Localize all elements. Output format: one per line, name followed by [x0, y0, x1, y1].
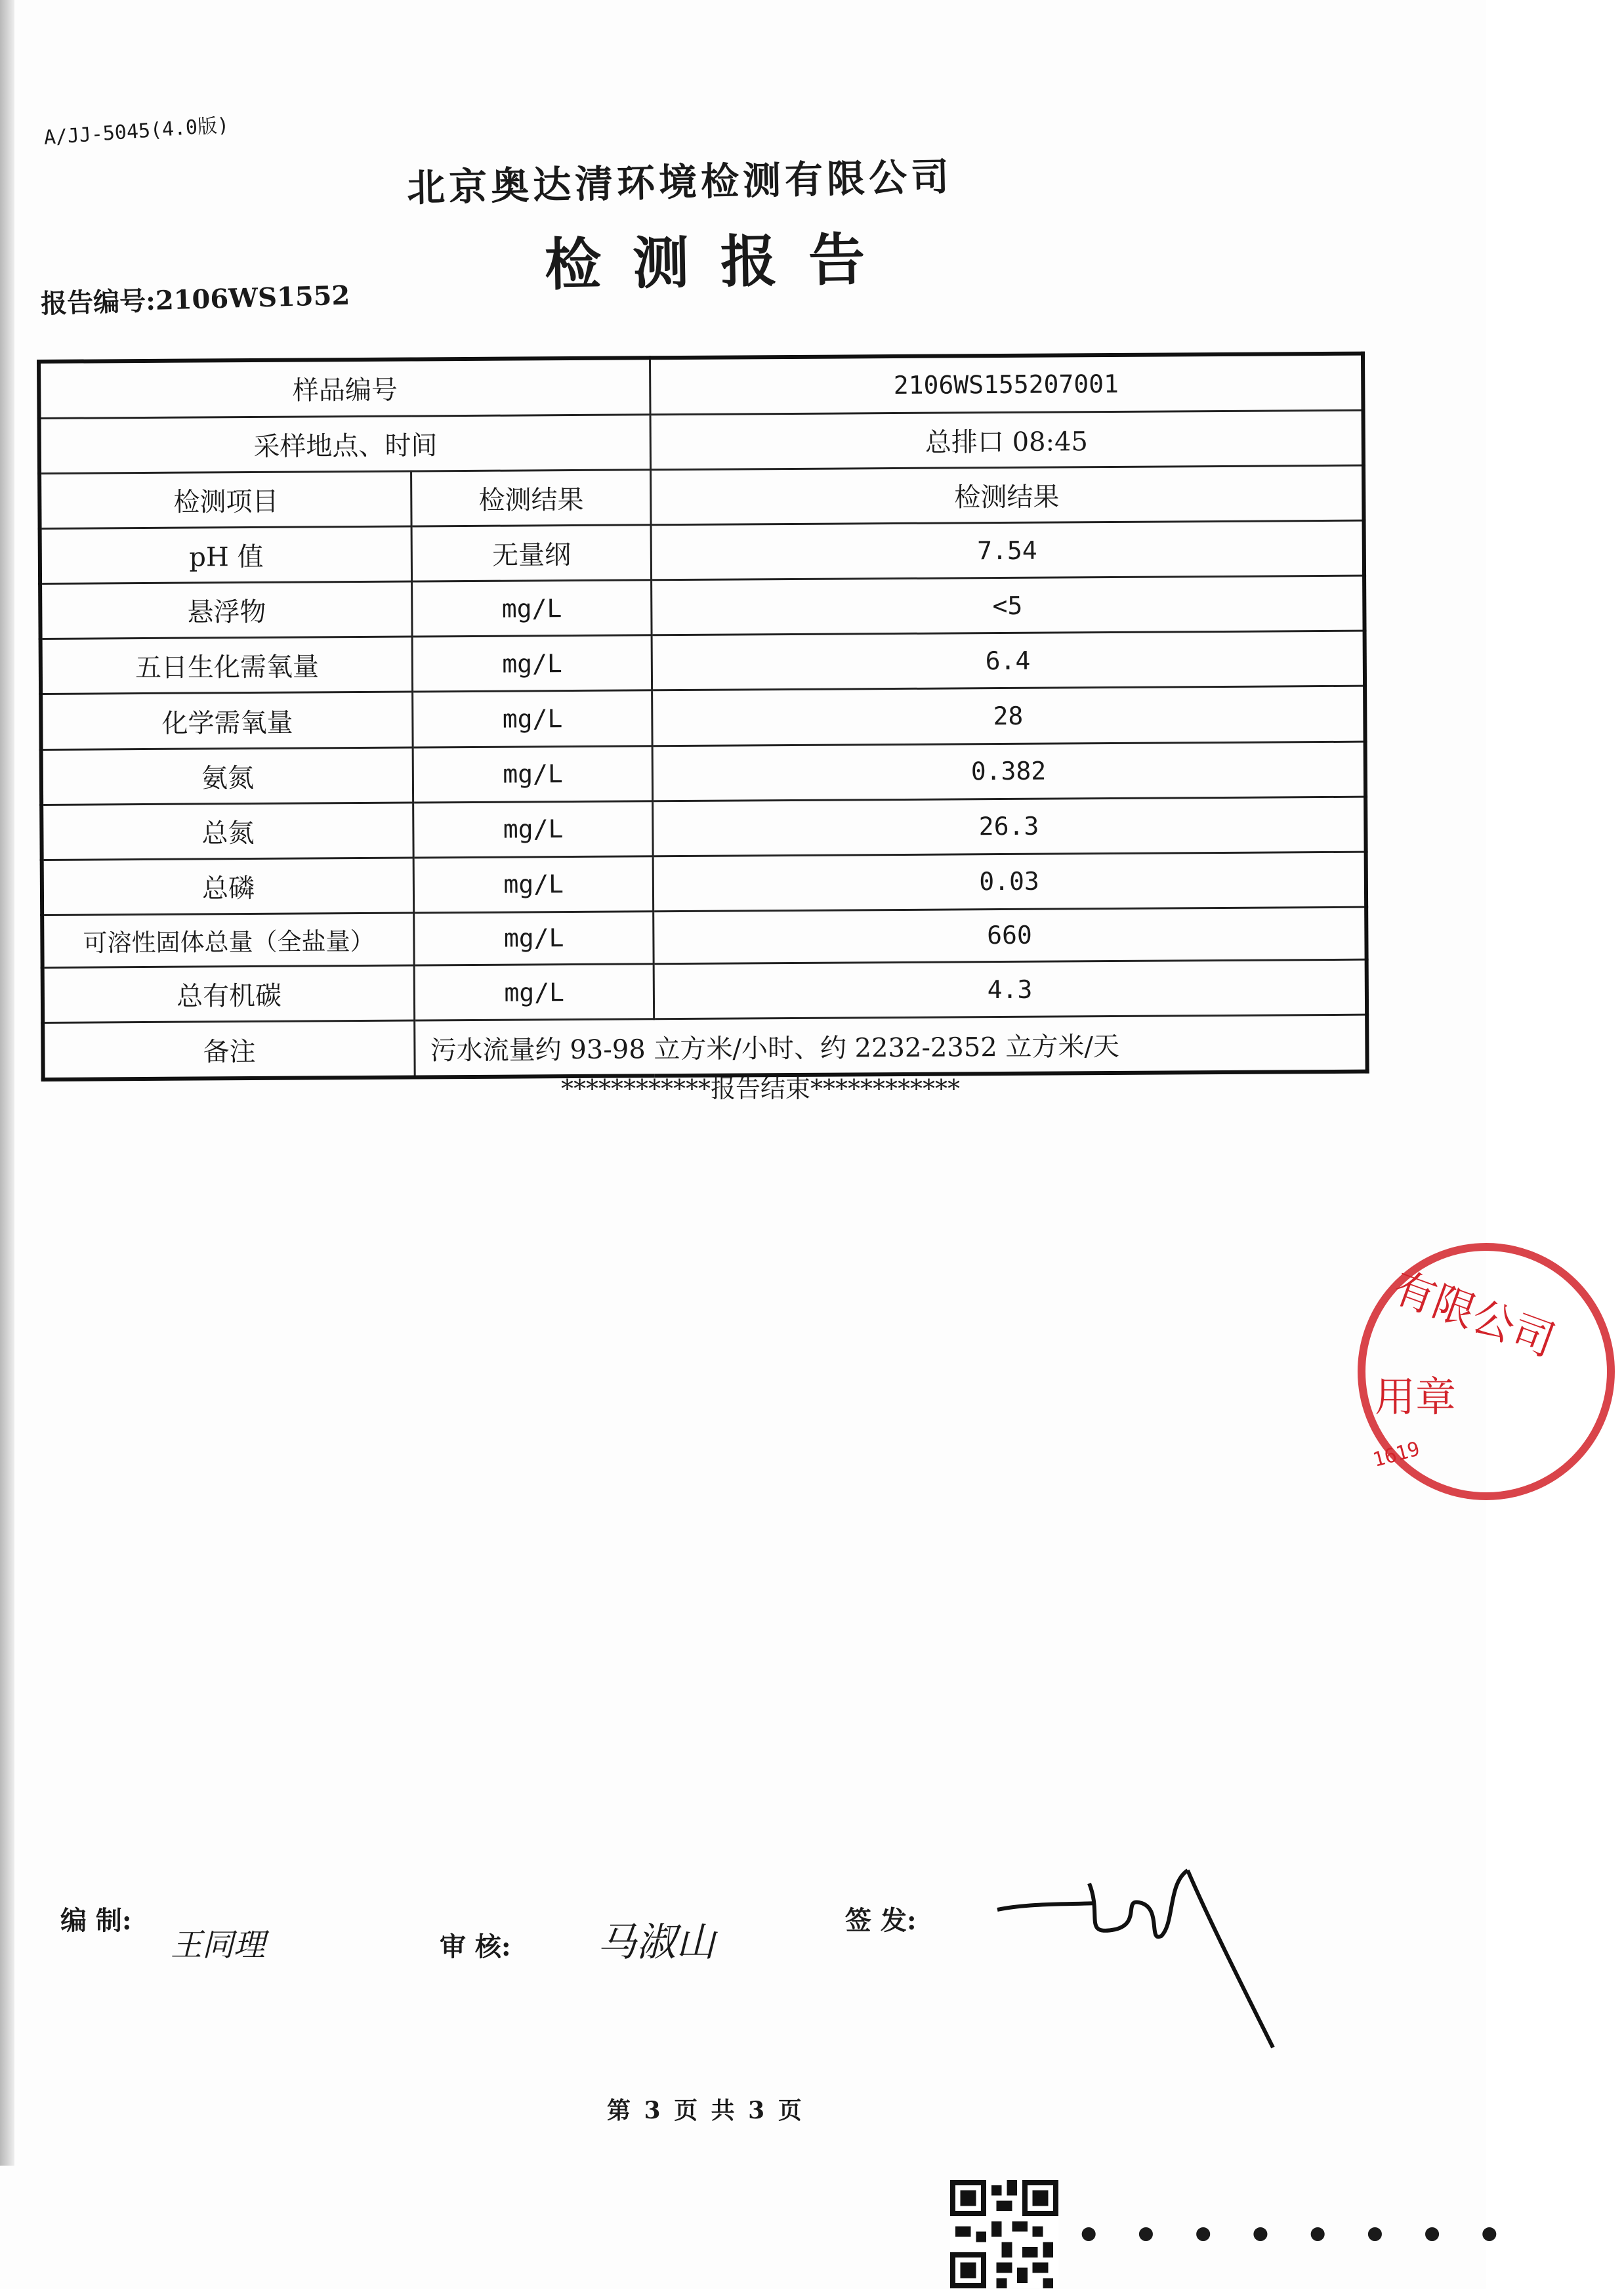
test-unit: mg/L	[413, 690, 653, 747]
test-result: 7.54	[651, 520, 1364, 580]
test-unit: mg/L	[413, 801, 654, 858]
test-item: 总有机碳	[43, 965, 415, 1023]
company-seal-stamp	[1348, 1234, 1624, 1509]
test-item: pH 值	[40, 526, 412, 584]
test-item: 化学需氧量	[41, 692, 413, 749]
remark-label: 备注	[43, 1020, 415, 1080]
test-item: 可溶性固体总量（全盐量）	[42, 913, 414, 967]
test-unit: mg/L	[413, 856, 654, 913]
test-item: 五日生化需氧量	[41, 637, 413, 694]
remark-value: 污水流量约 93-98 立方米/小时、约 2232-2352 立方米/天	[415, 1015, 1367, 1077]
table-row	[43, 959, 1367, 1022]
test-result: 26.3	[653, 797, 1366, 856]
seal-code: 1619	[1370, 1437, 1423, 1472]
table-row	[41, 686, 1365, 749]
sample-number-row	[39, 354, 1363, 419]
test-result: 0.382	[652, 742, 1365, 801]
test-item: 总磷	[42, 858, 414, 915]
report-number: 报告编号:2106WS1552	[40, 280, 350, 320]
seal-subtext: 用章	[1375, 1373, 1457, 1421]
location-time-row	[39, 410, 1364, 473]
end-of-report-line: ************报告结束************	[561, 1074, 961, 1103]
issued-by-handwritten-signature	[991, 1857, 1293, 2054]
test-result: 660	[654, 907, 1367, 964]
table-row	[41, 631, 1365, 694]
test-result: <5	[652, 576, 1365, 635]
test-unit: mg/L	[412, 635, 652, 692]
column-header-item: 检测项目	[39, 471, 411, 529]
column-header-row	[39, 465, 1364, 528]
report-title: 检测报告	[544, 226, 897, 299]
sample-number-label: 样品编号	[39, 358, 650, 418]
test-item: 总氮	[41, 803, 413, 860]
column-header-unit: 检测结果	[411, 470, 652, 526]
test-result: 0.03	[653, 852, 1366, 912]
location-time-value: 总排口 08:45	[650, 410, 1364, 470]
seal-text: 有限公司	[1386, 1263, 1562, 1367]
test-item: 氨氮	[41, 747, 413, 805]
test-unit: mg/L	[413, 746, 653, 802]
test-result: 4.3	[654, 959, 1367, 1019]
table-row	[41, 797, 1365, 860]
sample-number-value: 2106WS155207001	[650, 354, 1364, 415]
form-code: A/JJ-5045(4.0版)	[43, 114, 230, 150]
test-unit: mg/L	[412, 580, 652, 637]
issued-by-label: 签 发:	[845, 1905, 917, 1936]
test-item: 悬浮物	[40, 581, 412, 639]
table-row	[41, 742, 1365, 805]
test-result: 28	[652, 686, 1365, 746]
table-row	[42, 907, 1366, 967]
dots-decoration: • • • • • • • •	[1076, 2213, 1512, 2259]
location-time-label: 采样地点、时间	[39, 415, 651, 474]
page-indicator: 第 3 页 共 3 页	[607, 2097, 804, 2124]
table-row	[42, 852, 1366, 915]
column-header-result: 检测结果	[651, 465, 1364, 525]
reviewed-by-signature: 马淑山	[597, 1920, 715, 1965]
test-unit: 无量纲	[411, 525, 652, 581]
prepared-by-label: 编 制:	[60, 1905, 132, 1936]
test-unit: mg/L	[414, 912, 654, 965]
scan-edge-shadow	[0, 0, 14, 2166]
prepared-by-signature: 王同理	[171, 1927, 266, 1964]
table-row	[40, 520, 1364, 583]
test-results-table-wrapper	[37, 352, 1369, 1082]
test-results-table	[37, 352, 1369, 1082]
reviewed-by-label: 审 核:	[440, 1931, 511, 1962]
test-result: 6.4	[652, 631, 1365, 690]
company-name: 北京奥达清环境检测有限公司	[406, 154, 953, 211]
qr-code-icon	[950, 2180, 1058, 2288]
test-unit: mg/L	[414, 964, 654, 1020]
table-row	[40, 576, 1364, 639]
